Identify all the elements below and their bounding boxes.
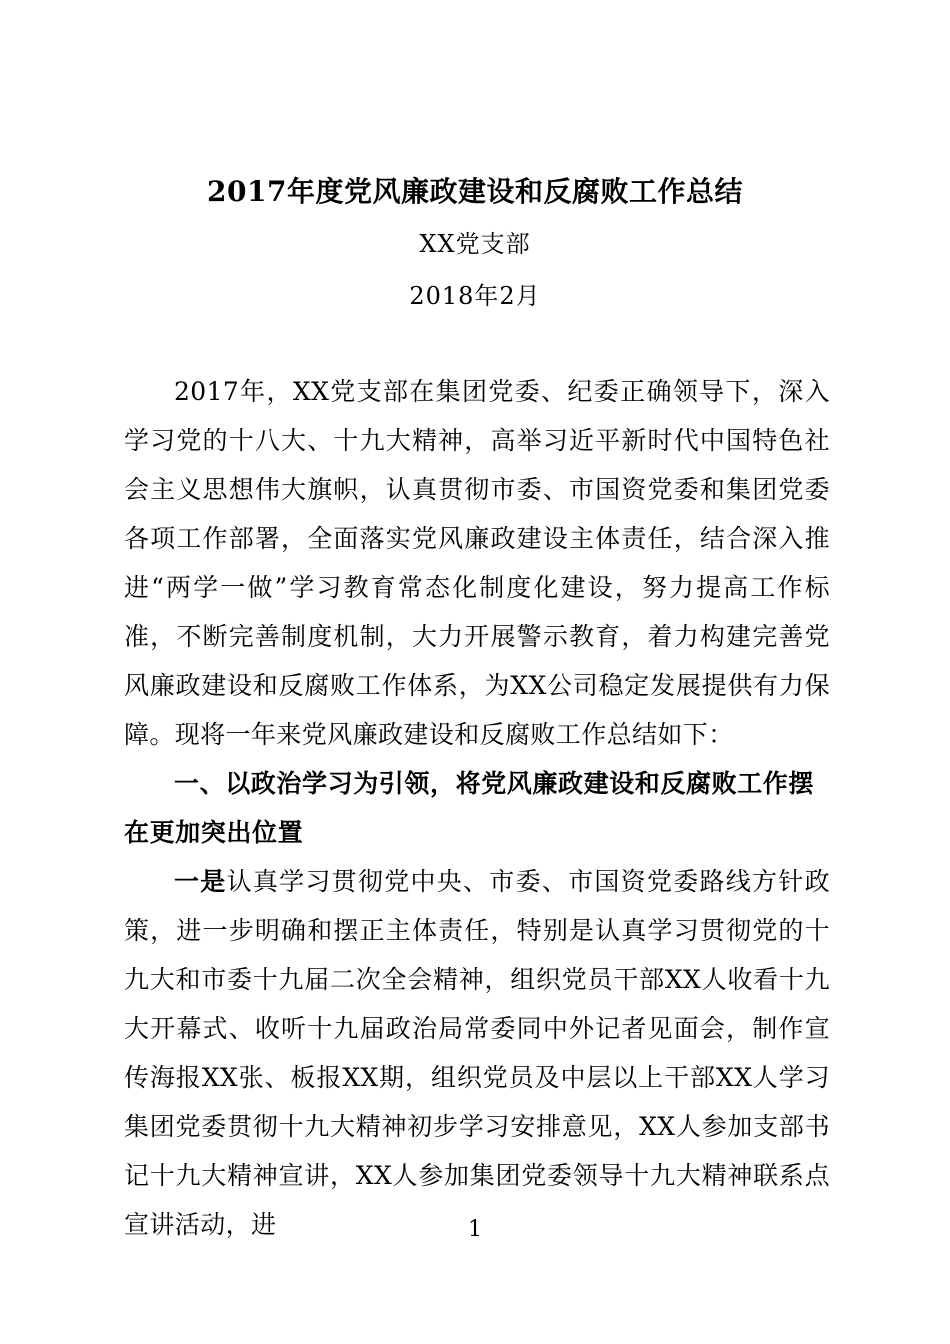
item-lead: 一是	[174, 867, 227, 896]
organization-name: XX党支部	[419, 230, 531, 258]
document-title: 2017年度党风廉政建设和反腐败工作总结	[207, 175, 743, 208]
page-number: 1	[468, 1217, 482, 1242]
intro-paragraph: 2017年，XX党支部在集团党委、纪委正确领导下，深入学习党的十八大、十九大精神，高举习近平新时代中国特色社会主义思想伟大旗帜，认真贯彻市委、市国资党委和集团党委各项工作部署，全面落实党风廉政建设主体责任，结合深入推进“两学一做”学习教育常态化制度化建设，努力提高工作标准，不断完善制度机制，大力开展警示教育，着力构建完善党风廉政建设和反腐败工作体系，为XX公司稳定发展提供有力保障。现将一年来党风廉政建设和反腐败工作总结如下：	[124, 377, 830, 749]
document-date: 2018年2月	[409, 282, 541, 310]
section-heading: 一、以政治学习为引领，将党风廉政建设和反腐败工作摆在更加突出位置	[124, 769, 815, 847]
item-paragraph	[124, 857, 830, 1249]
document-body	[124, 367, 830, 1249]
item-text: 认真学习贯彻党中央、市委、市国资党委路线方针政策，进一步明确和摆正主体责任，特别是认真学习贯彻党的十九大和市委十九届二次全会精神，组织党员干部XX人收看十九大开幕式、收听十九届政治局常委同中外记者见面会，制作宣传海报XX张、板报XX期，组织党员及中层以上干部XX人学习集团党委贯彻十九大精神初步学习安排意见，XX人参加支部书记十九大精神宣讲，XX人参加集团党委领导十九大精神联系点宣讲活动，进	[124, 867, 831, 1239]
